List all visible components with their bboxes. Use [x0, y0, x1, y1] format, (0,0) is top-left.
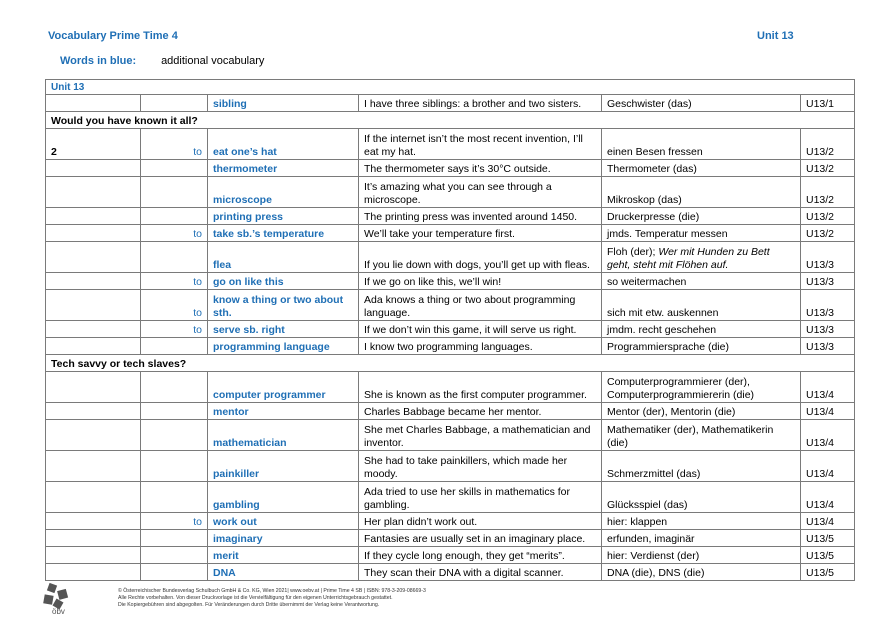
table-row	[46, 177, 855, 208]
exercise-number	[46, 564, 141, 581]
table-row	[46, 451, 855, 482]
section-heading-row	[46, 112, 855, 129]
example-sentence: She had to take painkillers, which made her moody.	[359, 451, 602, 482]
vocab-word: merit	[208, 547, 359, 564]
copyright-footer	[118, 588, 618, 609]
exercise-number	[46, 177, 141, 208]
vocab-word: DNA	[208, 564, 359, 581]
exercise-number	[46, 338, 141, 355]
exercise-number	[46, 547, 141, 564]
vocab-word: know a thing or two about sth.	[208, 290, 359, 321]
table-row	[46, 129, 855, 160]
footer-line-3: Die Kopiergebühren sind abgegolten. Für Veränderungen durch Dritte übernimmt der Verlag keine Verantwortung.	[118, 602, 380, 608]
page-title: Vocabulary Prime Time 4	[48, 30, 178, 42]
example-sentence: She is known as the first computer programmer.	[359, 372, 602, 403]
example-sentence: I have three siblings: a brother and two sisters.	[359, 95, 602, 112]
example-sentence: They scan their DNA with a digital scanner.	[359, 564, 602, 581]
unit-reference: U13/3	[801, 338, 855, 355]
exercise-number	[46, 372, 141, 403]
table-row	[46, 321, 855, 338]
vocab-word: imaginary	[208, 530, 359, 547]
german-translation: Programmiersprache (die)	[602, 338, 801, 355]
example-sentence: If they cycle long enough, they get “merits”.	[359, 547, 602, 564]
table-row	[46, 530, 855, 547]
table-row	[46, 403, 855, 420]
german-translation: Schmerzmittel (das)	[602, 451, 801, 482]
to-prefix	[141, 547, 208, 564]
exercise-number	[46, 530, 141, 547]
unit-reference: U13/5	[801, 564, 855, 581]
vocab-word: programming language	[208, 338, 359, 355]
german-translation: hier: Verdienst (der)	[602, 547, 801, 564]
example-sentence: If we don’t win this game, it will serve us right.	[359, 321, 602, 338]
to-prefix: to	[141, 321, 208, 338]
unit-reference: U13/3	[801, 321, 855, 338]
vocabulary-table	[45, 79, 855, 581]
table-row	[46, 290, 855, 321]
example-sentence: If we go on like this, we’ll win!	[359, 273, 602, 290]
legend-label: Words in blue:	[60, 55, 137, 67]
logo-text: öbv	[52, 607, 65, 616]
vocab-word: painkiller	[208, 451, 359, 482]
exercise-number	[46, 290, 141, 321]
unit-row	[46, 80, 855, 95]
german-translation: Mathematiker (der), Mathematikerin (die)	[602, 420, 801, 451]
unit-reference: U13/3	[801, 273, 855, 290]
exercise-number	[46, 451, 141, 482]
unit-reference: U13/5	[801, 530, 855, 547]
legend	[60, 55, 264, 67]
to-prefix	[141, 177, 208, 208]
table-row	[46, 273, 855, 290]
vocab-word: work out	[208, 513, 359, 530]
to-prefix	[141, 420, 208, 451]
german-translation: erfunden, imaginär	[602, 530, 801, 547]
german-translation: jmds. Temperatur messen	[602, 225, 801, 242]
exercise-number	[46, 225, 141, 242]
unit-reference: U13/3	[801, 290, 855, 321]
table-row	[46, 482, 855, 513]
to-prefix: to	[141, 129, 208, 160]
example-sentence: Her plan didn’t work out.	[359, 513, 602, 530]
german-translation: einen Besen fressen	[602, 129, 801, 160]
unit-reference: U13/1	[801, 95, 855, 112]
german-translation	[602, 242, 801, 273]
to-prefix	[141, 160, 208, 177]
unit-reference: U13/5	[801, 547, 855, 564]
example-sentence: We’ll take your temperature first.	[359, 225, 602, 242]
vocab-word: mentor	[208, 403, 359, 420]
unit-reference: U13/2	[801, 208, 855, 225]
table-row	[46, 242, 855, 273]
to-prefix	[141, 95, 208, 112]
german-translation: Geschwister (das)	[602, 95, 801, 112]
table-row	[46, 95, 855, 112]
legend-text: additional vocabulary	[161, 55, 265, 67]
unit-reference: U13/2	[801, 177, 855, 208]
vocab-word: sibling	[208, 95, 359, 112]
section-heading-row	[46, 355, 855, 372]
to-prefix: to	[141, 273, 208, 290]
exercise-number	[46, 160, 141, 177]
table-row	[46, 513, 855, 530]
example-sentence: I know two programming languages.	[359, 338, 602, 355]
footer-line-1: © Österreichischer Bundesverlag Schulbuch GmbH & Co. KG, Wien 2021| www.oebv.at | Prime Time 4 SB | ISBN: 978-3-209-08669-3	[118, 588, 426, 594]
to-prefix	[141, 403, 208, 420]
exercise-number	[46, 95, 141, 112]
example-sentence: Charles Babbage became her mentor.	[359, 403, 602, 420]
to-prefix	[141, 208, 208, 225]
to-prefix	[141, 338, 208, 355]
to-prefix	[141, 372, 208, 403]
german-translation: Thermometer (das)	[602, 160, 801, 177]
example-sentence: Fantasies are usually set in an imaginary place.	[359, 530, 602, 547]
to-prefix	[141, 451, 208, 482]
german-translation: hier: klappen	[602, 513, 801, 530]
to-prefix	[141, 482, 208, 513]
unit-reference: U13/2	[801, 129, 855, 160]
vocab-word: eat one’s hat	[208, 129, 359, 160]
exercise-number	[46, 420, 141, 451]
unit-reference: U13/4	[801, 451, 855, 482]
vocab-word: computer programmer	[208, 372, 359, 403]
footer-line-2: Alle Rechte vorbehalten. Von dieser Druckvorlage ist die Vervielfältigung für den eigenen Unterrichtsgebrauch gestattet.	[118, 595, 393, 601]
unit-reference: U13/4	[801, 403, 855, 420]
exercise-number	[46, 482, 141, 513]
vocab-word: flea	[208, 242, 359, 273]
example-sentence: She met Charles Babbage, a mathematician and inventor.	[359, 420, 602, 451]
vocab-word: gambling	[208, 482, 359, 513]
table-row	[46, 564, 855, 581]
exercise-number	[46, 208, 141, 225]
table-row	[46, 160, 855, 177]
german-translation-text: Floh (der);	[607, 246, 656, 258]
to-prefix: to	[141, 290, 208, 321]
section-heading: Tech savvy or tech slaves?	[46, 355, 855, 372]
german-translation: Computerprogrammierer (der), Computerprogrammiererin (die)	[602, 372, 801, 403]
example-sentence: The thermometer says it’s 30°C outside.	[359, 160, 602, 177]
german-translation: Glücksspiel (das)	[602, 482, 801, 513]
unit-label: Unit 13	[757, 30, 794, 42]
german-translation: DNA (die), DNS (die)	[602, 564, 801, 581]
german-translation: so weitermachen	[602, 273, 801, 290]
german-proverb: Wer mit Hunden zu Bett geht, steht mit Flöhen auf.	[607, 246, 770, 271]
example-sentence: If the internet isn’t the most recent invention, I’ll eat my hat.	[359, 129, 602, 160]
example-sentence: It’s amazing what you can see through a microscope.	[359, 177, 602, 208]
vocab-word: go on like this	[208, 273, 359, 290]
german-translation: Druckerpresse (die)	[602, 208, 801, 225]
to-prefix: to	[141, 225, 208, 242]
exercise-number	[46, 242, 141, 273]
unit-reference: U13/2	[801, 160, 855, 177]
unit-reference: U13/3	[801, 242, 855, 273]
table-row	[46, 225, 855, 242]
section-heading: Would you have known it all?	[46, 112, 855, 129]
to-prefix: to	[141, 513, 208, 530]
unit-reference: U13/4	[801, 420, 855, 451]
example-sentence: The printing press was invented around 1450.	[359, 208, 602, 225]
unit-title: Unit 13	[46, 80, 855, 95]
example-sentence: If you lie down with dogs, you’ll get up with fleas.	[359, 242, 602, 273]
table-row	[46, 372, 855, 403]
unit-reference: U13/4	[801, 482, 855, 513]
unit-reference: U13/4	[801, 372, 855, 403]
german-translation: sich mit etw. auskennen	[602, 290, 801, 321]
exercise-number	[46, 273, 141, 290]
example-sentence: Ada tried to use her skills in mathematics for gambling.	[359, 482, 602, 513]
german-translation: Mentor (der), Mentorin (die)	[602, 403, 801, 420]
vocab-word: take sb.’s temperature	[208, 225, 359, 242]
german-translation: Mikroskop (das)	[602, 177, 801, 208]
exercise-number	[46, 403, 141, 420]
vocab-word: thermometer	[208, 160, 359, 177]
table-row	[46, 208, 855, 225]
to-prefix	[141, 530, 208, 547]
vocab-word: printing press	[208, 208, 359, 225]
vocab-word: mathematician	[208, 420, 359, 451]
table-row	[46, 547, 855, 564]
to-prefix	[141, 242, 208, 273]
oebv-logo	[40, 582, 74, 616]
vocab-word: serve sb. right	[208, 321, 359, 338]
exercise-number: 2	[46, 129, 141, 160]
table-row	[46, 420, 855, 451]
vocab-word: microscope	[208, 177, 359, 208]
german-translation: jmdm. recht geschehen	[602, 321, 801, 338]
example-sentence: Ada knows a thing or two about programming language.	[359, 290, 602, 321]
unit-reference: U13/4	[801, 513, 855, 530]
unit-reference: U13/2	[801, 225, 855, 242]
table-row	[46, 338, 855, 355]
exercise-number	[46, 513, 141, 530]
to-prefix	[141, 564, 208, 581]
exercise-number	[46, 321, 141, 338]
